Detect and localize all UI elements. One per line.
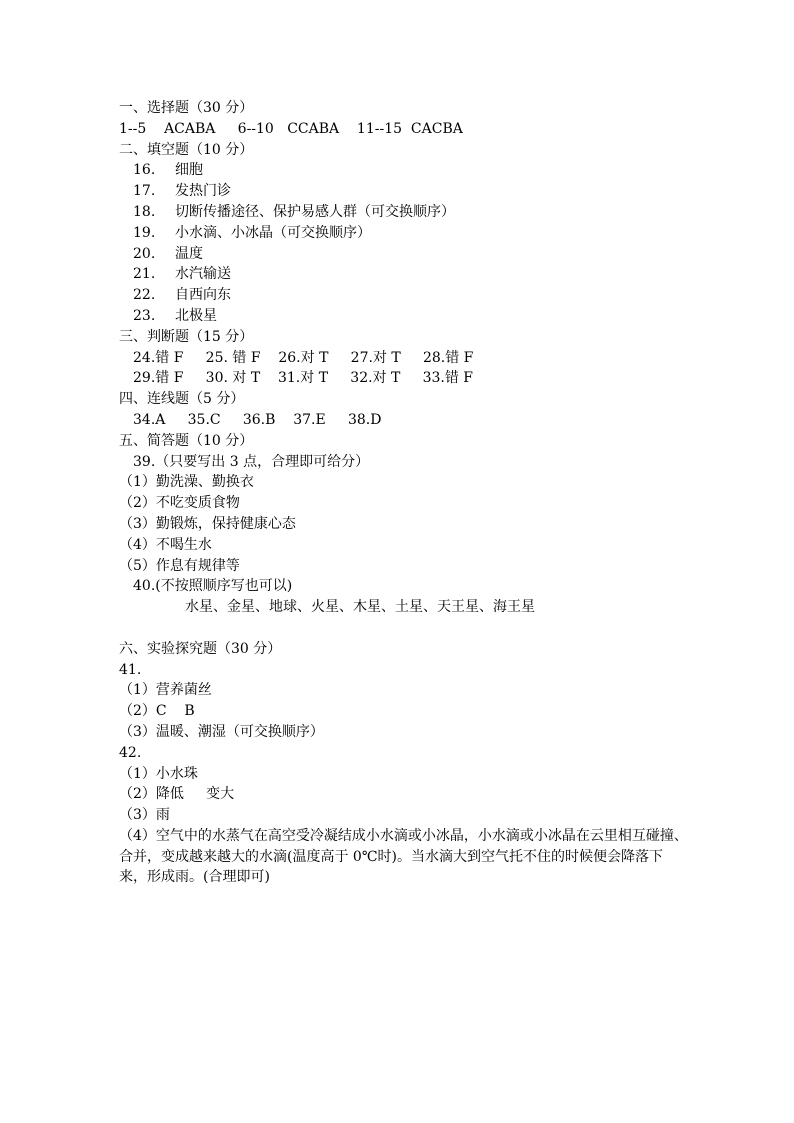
item-number: 18. [133,203,156,220]
item-answer: 自西向东 [175,287,231,304]
item-answer: 切断传播途径、保护易感人群（可交换顺序） [175,203,455,220]
section-6-title: 六、实验探究题（30 分） [119,640,282,657]
judgement-row-1: 24.错 F 25. 错 F 26.对 T 27.对 T 28.错 F [133,349,474,366]
list-item: （3）勤锻炼，保持健康心态 [119,515,296,532]
item-answer: 细胞 [175,162,203,179]
item-answer: 北极星 [175,307,217,324]
item-number: 19. [133,224,156,241]
fill-blank-item [119,306,689,327]
section-5-title: 五、简答题（10 分） [119,432,254,449]
question-39: 39.（只要写出 3 点，合理即可给分） [133,453,370,470]
list-item: （3）温暖、潮湿（可交换顺序） [119,723,324,740]
item-number: 22. [133,287,156,304]
list-item: （5）作息有规律等 [119,557,240,574]
judgement-row-2: 29.错 F 30. 对 T 31.对 T 32.对 T 33.错 F [133,370,474,387]
fill-blank-item [119,223,689,244]
item-answer: 水汽输送 [175,266,231,283]
section-1-title: 一、选择题（30 分） [119,100,254,116]
fill-blank-item [119,181,689,202]
fill-blank-item [119,264,689,285]
list-item-paragraph: （4）空气中的水蒸气在高空受冷凝结成小水滴或小冰晶，小水滴或小冰晶在云里相互碰撞、合并，变成越来越大的水滴(温度高于 0℃时)。当水滴大到空气托不住的时候便会降落下来，形成雨。(合理即可) [119,827,688,886]
list-item: （1）营养菌丝 [119,682,212,699]
question-41: 41. [119,661,142,678]
list-item: （3）雨 [119,807,170,824]
question-40-answer: 水星、金星、地球、火星、木星、土星、天王星、海王星 [185,599,535,616]
item-number: 16. [133,162,156,179]
question-40: 40.(不按照顺序写也可以) [133,578,293,595]
item-answer: 发热门诊 [175,183,231,200]
matching-row: 34.A 35.C 36.B 37.E 38.D [133,411,382,428]
list-item: （2）降低 变大 [119,786,235,803]
section-1-answers: 1--5 ACABA 6--10 CCABA 11--15 CACBA [119,120,463,137]
item-number: 23. [133,307,156,324]
fill-blank-item [119,202,689,223]
fill-blank-item [119,244,689,265]
list-item: （1）勤洗澡、勤换衣 [119,474,254,491]
fill-blank-item [119,160,689,181]
section-2-title: 二、填空题（10 分） [119,141,254,158]
section-3-title: 三、判断题（15 分） [119,328,254,345]
list-item: （4）不喝生水 [119,536,212,553]
list-item: （2）不吃变质食物 [119,495,240,512]
item-answer: 小水滴、小冰晶（可交换顺序） [175,224,371,241]
item-answer: 温度 [175,245,203,262]
section-4-title: 四、连线题（5 分） [119,391,245,408]
list-item: （2）C B [119,703,195,720]
question-42: 42. [119,744,142,761]
item-number: 17. [133,183,156,200]
item-number: 21. [133,266,156,283]
list-item: （1）小水珠 [119,765,198,782]
item-number: 20. [133,245,156,262]
spacer [119,618,689,639]
answer-content [119,98,689,888]
fill-blank-item [119,285,689,306]
